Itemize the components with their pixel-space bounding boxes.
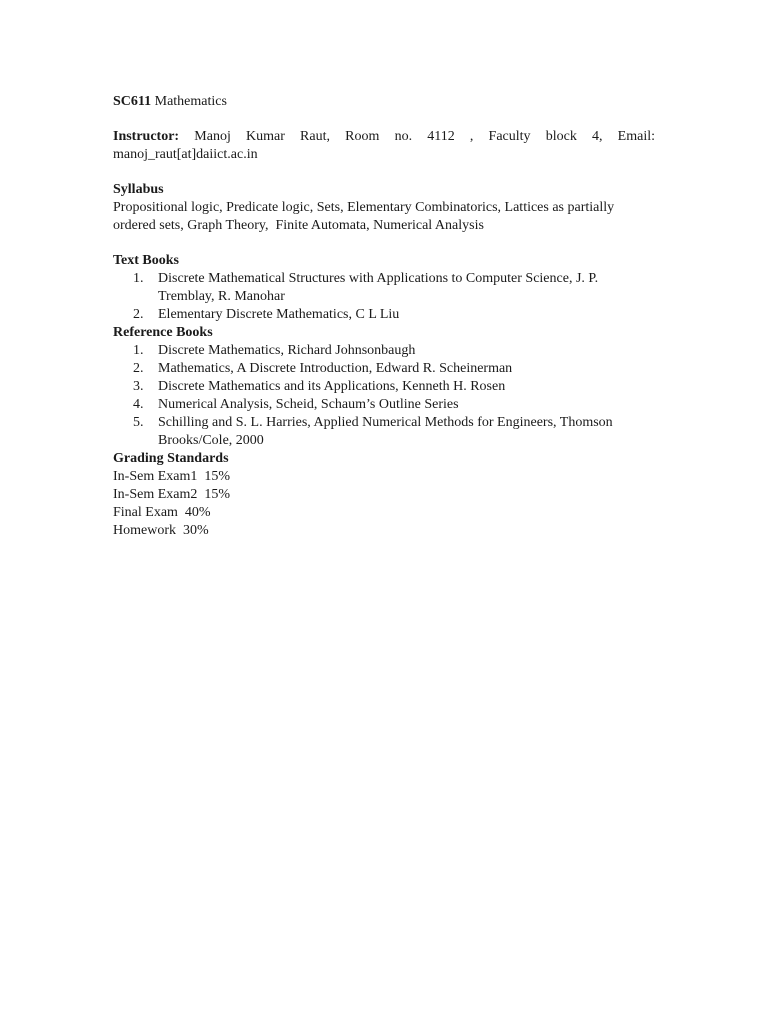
list-number: 2. [133,361,144,376]
instructor-label: Instructor: [113,129,180,144]
reference-books-list [113,342,655,450]
course-title [113,93,655,111]
list-item [113,396,655,414]
instructor-details: Manoj Kumar Raut, Room no. 4112 , Faculty block 4, Email: manoj_raut[at]daiict.ac.in [113,129,655,162]
list-number: 2. [133,307,144,322]
book-entry: Schilling and S. L. Harries, Applied Numerical Methods for Engineers, Thomson Brooks/Cole, 2000 [158,415,613,448]
grading-item-insem1: In-Sem Exam1 15% [113,469,231,484]
list-item [113,414,655,450]
instructor-line [113,128,655,164]
list-item [113,306,655,324]
syllabus-text: Propositional logic, Predicate logic, Sets, Elementary Combinatorics, Lattices as partially ordered sets, Graph Theory, Finite Automata, Numerical Analysis [113,200,618,233]
list-item [113,270,655,306]
reference-books-heading: Reference Books [113,325,213,340]
grading-list [113,468,655,540]
list-item [113,378,655,396]
syllabus-heading: Syllabus [113,182,164,197]
book-entry: Discrete Mathematics, Richard Johnsonbaugh [158,343,416,358]
course-document [113,93,655,540]
list-number: 3. [133,379,144,394]
text-books-list [113,270,655,324]
grading-item-final: Final Exam 40% [113,505,211,520]
text-books-heading: Text Books [113,253,180,268]
book-entry: Discrete Mathematical Structures with Applications to Computer Science, J. P. Tremblay, R. Manohar [158,271,599,304]
grading-item-insem2: In-Sem Exam2 15% [113,487,231,502]
list-number: 5. [133,415,144,430]
course-name: Mathematics [154,94,227,109]
book-entry: Numerical Analysis, Scheid, Schaum’s Outline Series [158,397,459,412]
grading-item-homework: Homework 30% [113,523,209,538]
list-number: 1. [133,343,144,358]
book-entry: Discrete Mathematics and its Applications, Kenneth H. Rosen [158,379,506,394]
list-item [113,360,655,378]
grading-heading: Grading Standards [113,451,229,466]
list-item [113,342,655,360]
book-entry: Elementary Discrete Mathematics, C L Liu [158,307,400,322]
book-entry: Mathematics, A Discrete Introduction, Edward R. Scheinerman [158,361,513,376]
course-code: SC611 [113,94,152,109]
list-number: 1. [133,271,144,286]
list-number: 4. [133,397,144,412]
